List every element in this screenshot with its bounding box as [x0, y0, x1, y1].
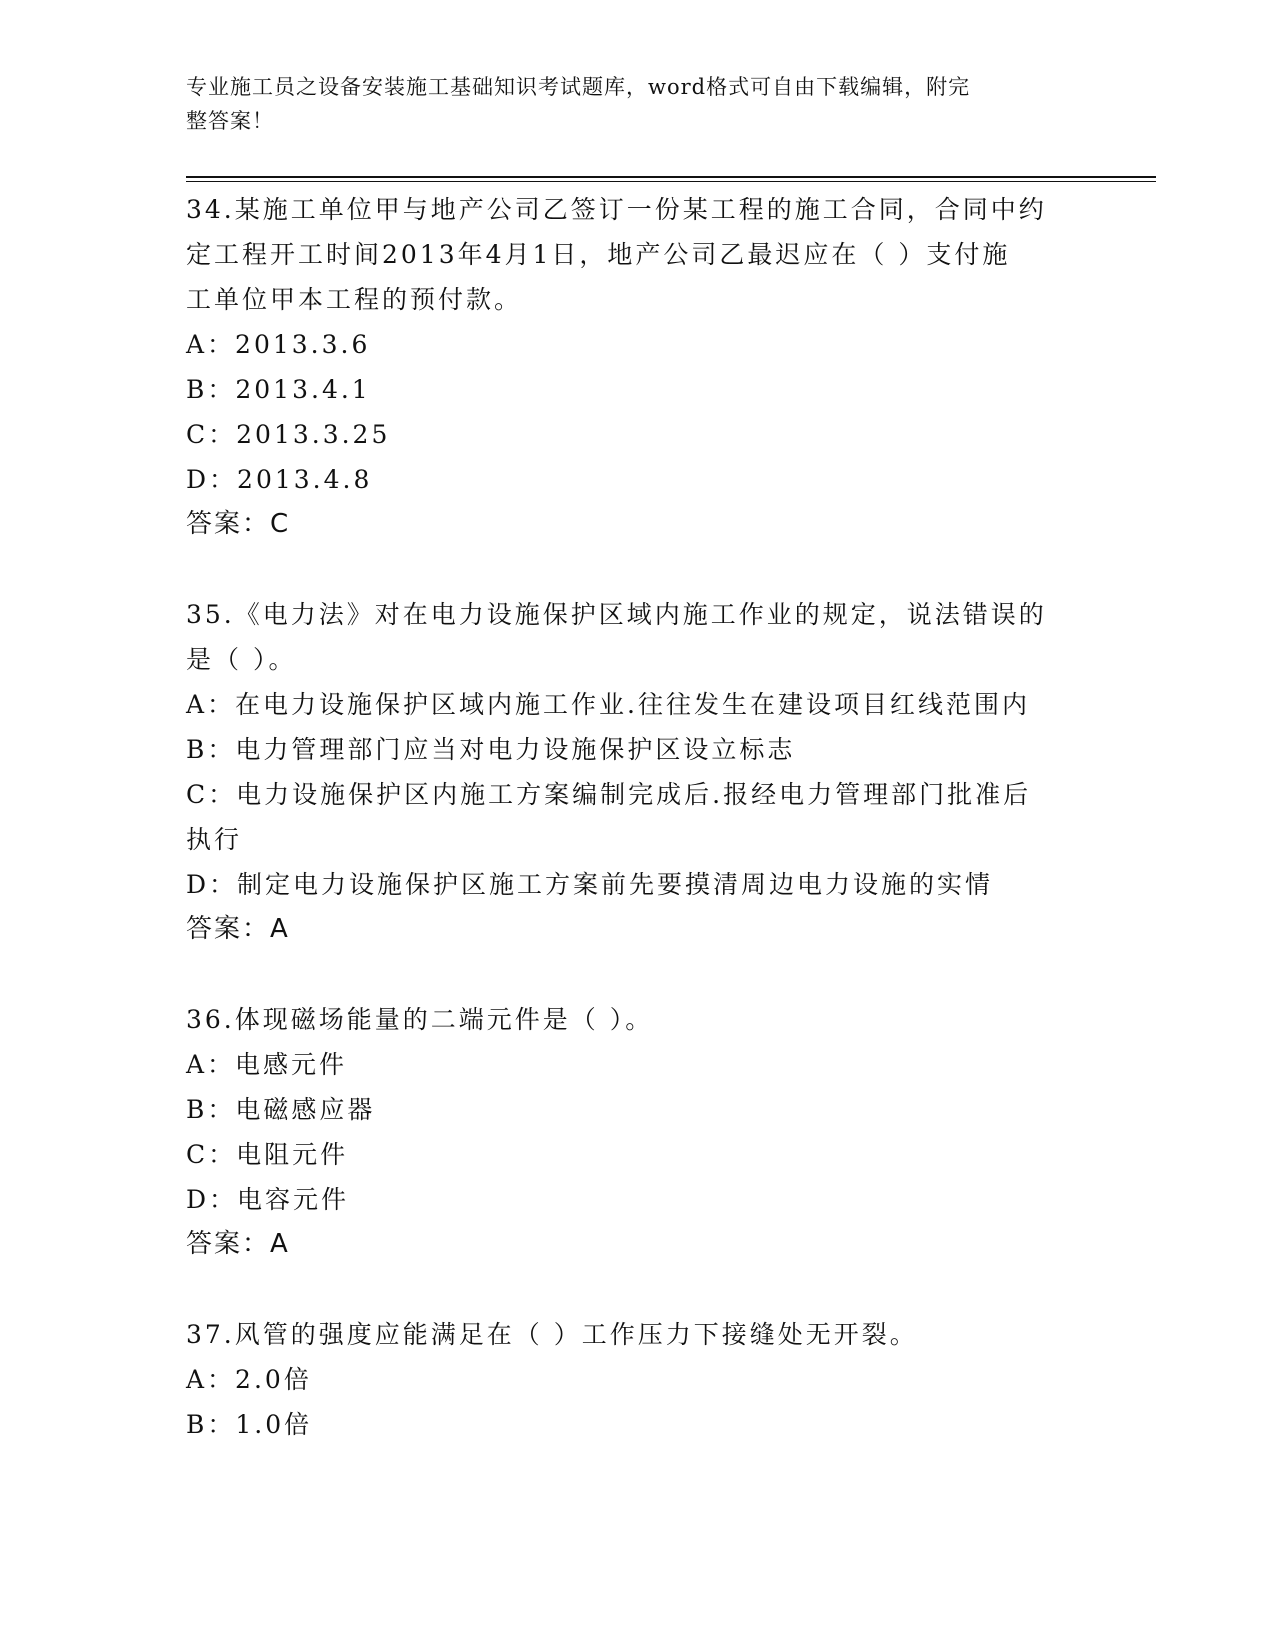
question-list — [186, 187, 1086, 1492]
header-divider-thick — [186, 176, 1156, 178]
option-line: B：电力管理部门应当对电力设施保护区设立标志 — [186, 735, 796, 764]
option-line: D：2013.4.8 — [186, 465, 373, 494]
option-line: A：电感元件 — [186, 1050, 348, 1079]
option-line: C：电力设施保护区内施工方案编制完成后.报经电力管理部门批准后 — [186, 780, 1032, 809]
question-stem-line: 工单位甲本工程的预付款。 — [186, 285, 523, 314]
question-stem-line: 37.风管的强度应能满足在（ ）工作压力下接缝处无开裂。 — [186, 1320, 918, 1349]
option-line: A：在电力设施保护区域内施工作业.往往发生在建设项目红线范围内 — [186, 690, 1031, 719]
option-line: A：2013.3.6 — [186, 330, 371, 359]
option-line: D：电容元件 — [186, 1185, 350, 1214]
option-line: B：2013.4.1 — [186, 375, 371, 404]
option-line: C：2013.3.25 — [186, 420, 391, 449]
option-line: C：电阻元件 — [186, 1140, 349, 1169]
header-divider-thin — [186, 181, 1156, 182]
answer-line: 答案：A — [186, 914, 290, 944]
question-stem-line: 34.某施工单位甲与地产公司乙签订一份某工程的施工合同，合同中约 — [186, 195, 1047, 224]
option-line: B：1.0倍 — [186, 1410, 313, 1439]
option-line: D：制定电力设施保护区施工方案前先要摸清周边电力设施的实情 — [186, 870, 994, 899]
question-stem-line: 35.《电力法》对在电力设施保护区域内施工作业的规定，说法错误的 — [186, 600, 1047, 629]
question-stem-line: 36.体现磁场能量的二端元件是（ ）。 — [186, 1005, 654, 1034]
question-stem-line: 是（ ）。 — [186, 645, 297, 674]
document-header — [186, 70, 1066, 138]
question-block — [186, 997, 1086, 1267]
answer-line: 答案：A — [186, 1229, 290, 1259]
header-line-2: 整答案！ — [186, 109, 274, 133]
question-block — [186, 187, 1086, 547]
option-line: B：电磁感应器 — [186, 1095, 376, 1124]
option-line: A：2.0倍 — [186, 1365, 312, 1394]
question-block — [186, 592, 1086, 952]
option-line: 执行 — [186, 825, 243, 854]
header-line-1: 专业施工员之设备安装施工基础知识考试题库，word格式可自由下载编辑，附完 — [186, 75, 971, 99]
question-block — [186, 1312, 1086, 1447]
question-stem-line: 定工程开工时间2013年4月1日，地产公司乙最迟应在（ ）支付施 — [186, 240, 1011, 269]
answer-line: 答案：C — [186, 509, 291, 539]
